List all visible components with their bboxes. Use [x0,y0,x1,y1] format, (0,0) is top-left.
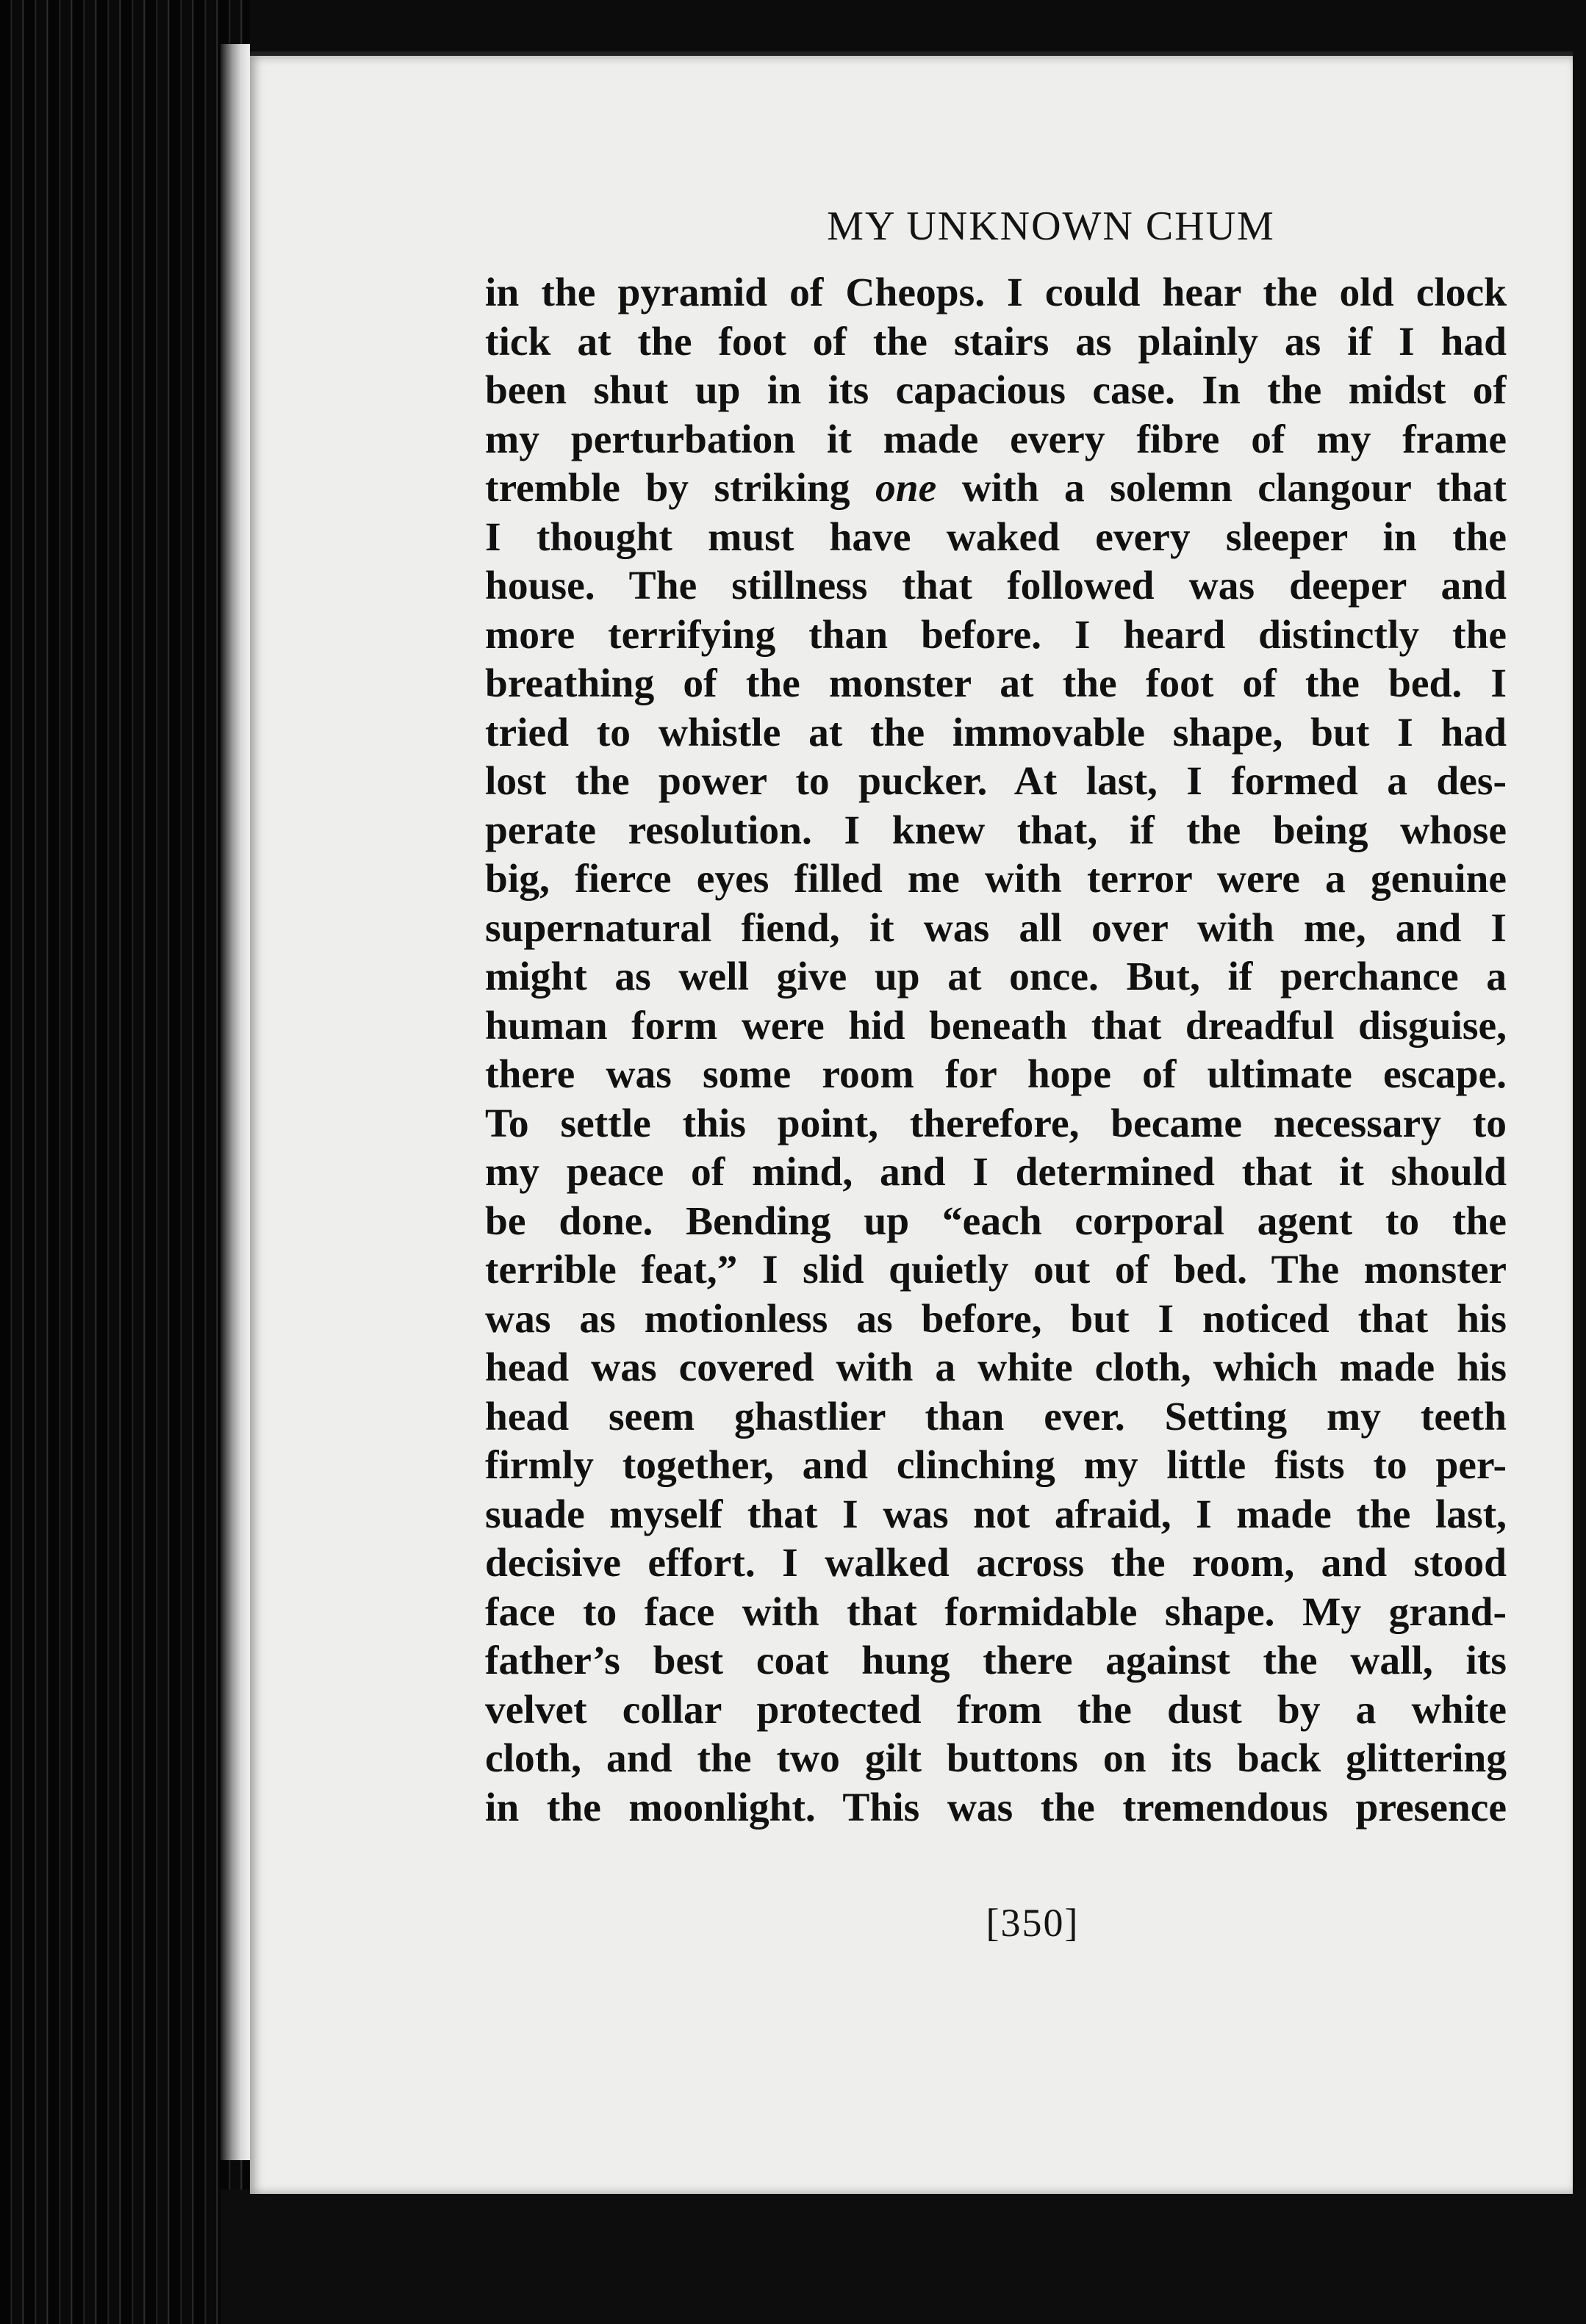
text-line: big, fierce eyes filled me with terror were a genuine [485,857,1507,902]
text-line: I thought must have waked every sleeper in the [485,514,1507,560]
body-text [485,269,1507,1832]
text-line: been shut up in its capacious case. In the midst of [485,368,1507,413]
text-line: there was some room for hope of ultimate escape. [485,1052,1507,1097]
text-line: house. The stillness that followed was deeper and [485,564,1507,608]
text-line: was as motionless as before, but I noticed that his [485,1296,1507,1342]
text-line: head was covered with a white cloth, which made his [485,1345,1507,1390]
text-line: head seem ghastlier than ever. Setting my teeth [485,1394,1507,1439]
text-line: firmly together, and clinching my little fists to per- [485,1443,1507,1488]
text-line: breathing of the monster at the foot of the bed. I [485,661,1507,706]
text-line: supernatural fiend, it was all over with me, and I [485,905,1507,951]
emphasis: one [875,466,937,511]
text-line: lost the power to pucker. At last, I formed a des- [485,759,1507,804]
page-edge [220,44,250,2160]
scan-background [220,2190,1586,2324]
text-line: in the pyramid of Cheops. I could hear the old clock [485,270,1507,315]
text-line: suade myself that I was not afraid, I made the last, [485,1492,1507,1537]
text-line: perate resolution. I knew that, if the being whose [485,807,1507,853]
text-line: be done. Bending up “each corporal agent to the [485,1198,1507,1244]
text-line: To settle this point, therefore, became necessary to [485,1101,1507,1146]
text-line: tremble by striking one with a solemn clangour that [485,466,1507,511]
text-line: in the moonlight. This was the tremendous presence [485,1785,1507,1830]
text-line: my perturbation it made every fibre of my frame [485,417,1507,462]
text-line: human form were hid beneath that dreadful disguise, [485,1003,1507,1048]
text-line: my peace of mind, and I determined that it should [485,1150,1507,1195]
running-head: MY UNKNOWN CHUM [827,204,1275,249]
text-line: father’s best coat hung there against the wall, its [485,1638,1507,1683]
text-line: tick at the foot of the stairs as plainly as if I had [485,319,1507,364]
text-line: cloth, and the two gilt buttons on its back glittering [485,1736,1507,1781]
book-page [250,51,1573,2194]
text-line: velvet collar protected from the dust by a white [485,1687,1507,1733]
text-line: face to face with that formidable shape. My grand- [485,1589,1507,1635]
text-line: might as well give up at once. But, if perchance a [485,954,1507,999]
text-line: decisive effort. I walked across the room, and stood [485,1541,1507,1586]
page-number: [350] [986,1901,1080,1945]
text-line: terrible feat,” I slid quietly out of bed. The monster [485,1248,1507,1292]
text-line: tried to whistle at the immovable shape, but I had [485,710,1507,755]
text-line: more terrifying than before. I heard distinctly the [485,612,1507,658]
page-number-value: 350 [1000,1901,1065,1945]
scan-gutter [0,0,250,2324]
